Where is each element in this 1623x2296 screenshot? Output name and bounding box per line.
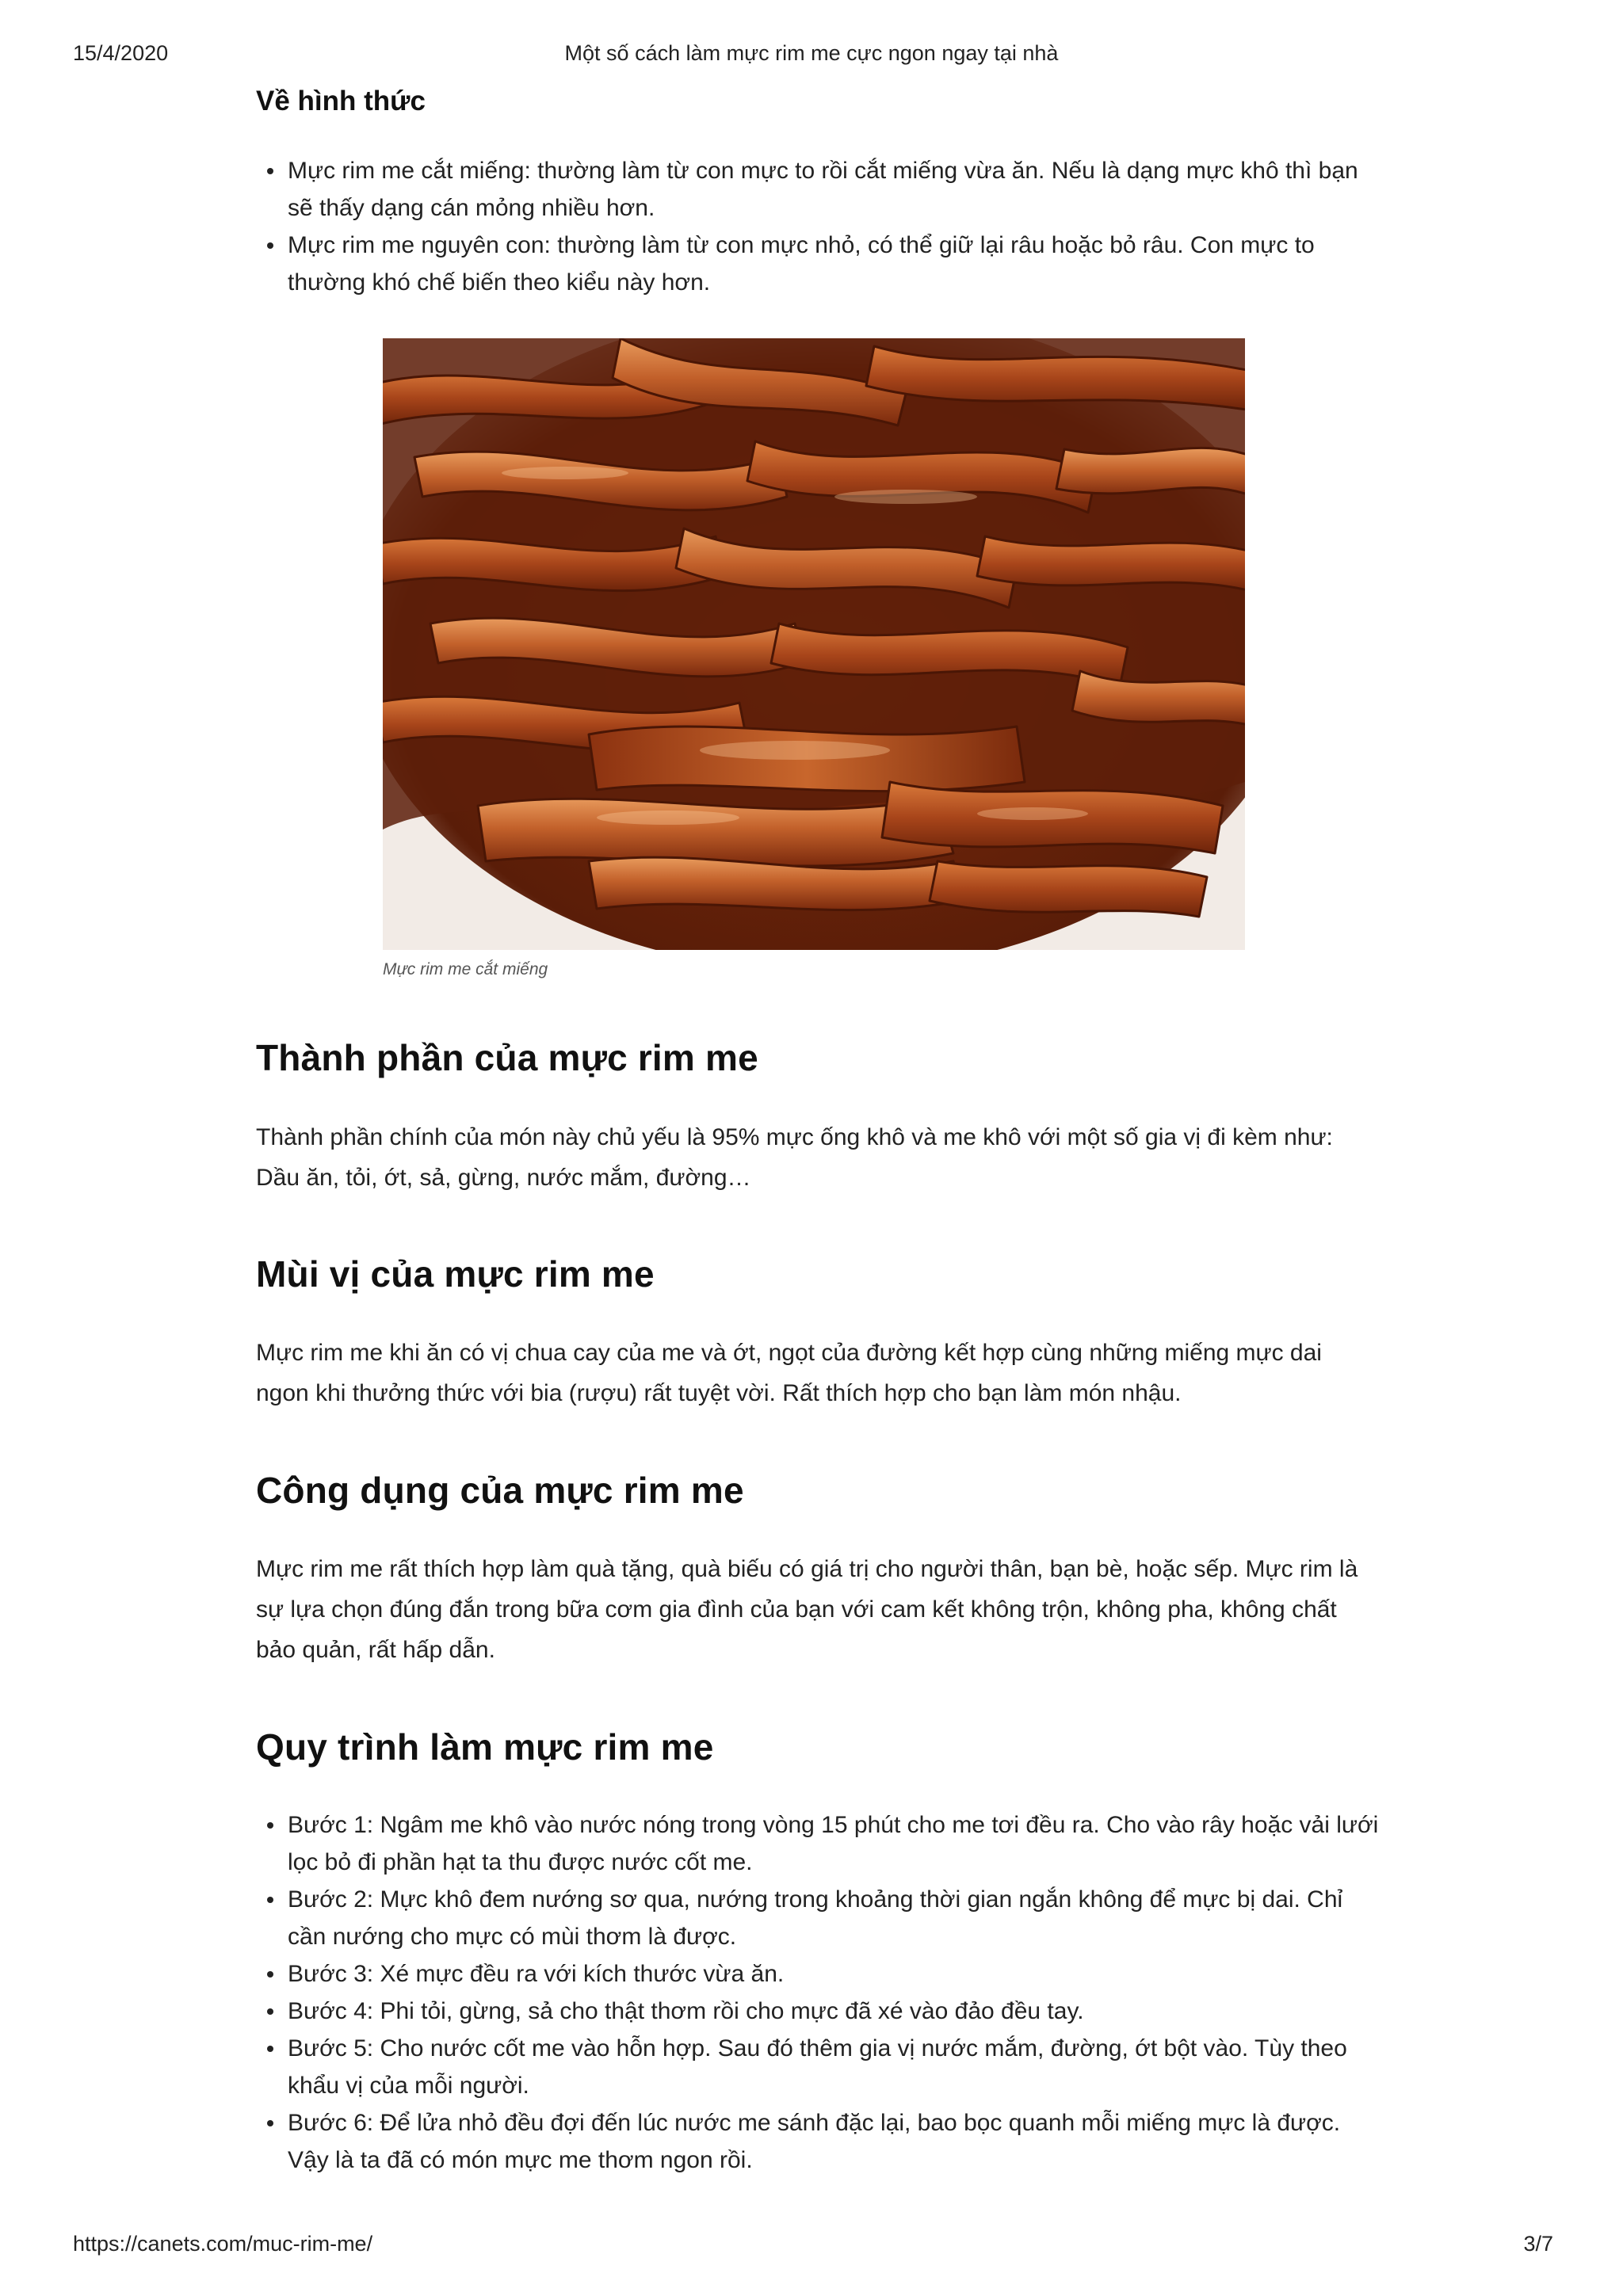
print-date: 15/4/2020 <box>73 41 169 65</box>
ingredients-heading: Thành phần của mực rim me <box>256 1037 758 1078</box>
list-item: Bước 5: Cho nước cốt me vào hỗn hợp. Sau đó thêm gia vị nước mắm, đường, ớt bột vào. Tùy theo khẩu vị của mỗi người. <box>288 2030 1381 2104</box>
squid-strips-image <box>383 338 1245 950</box>
uses-text: Mực rim me rất thích hợp làm quà tặng, quà biếu có giá trị cho người thân, bạn bè, hoặc sếp. Mực rim là sự lựa chọn đúng đắn trong bữa cơm gia đình của bạn với cam kết không trộn, không pha, không chất bảo quản, rất hấp dẫn. <box>256 1556 1358 1663</box>
ingredients-text: Thành phần chính của món này chủ yếu là 95% mực ống khô và me khô với một số gia vị đi kèm như: Dầu ăn, tỏi, ớt, sả, gừng, nước mắm, đường… <box>256 1124 1333 1191</box>
taste-heading: Mùi vị của mực rim me <box>256 1253 655 1295</box>
list-item: Bước 2: Mực khô đem nướng sơ qua, nướng trong khoảng thời gian ngắn không để mực bị dai. Chỉ cần nướng cho mực có mùi thơm là được. <box>288 1881 1381 1955</box>
list-item: Bước 4: Phi tỏi, gừng, sả cho thật thơm rồi cho mực đã xé vào đảo đều tay. <box>288 1993 1381 2030</box>
food-photo <box>383 338 1245 950</box>
list-item: Bước 1: Ngâm me khô vào nước nóng trong vòng 15 phút cho me tơi đều ra. Cho vào rây hoặc vải lưới lọc bỏ đi phần hạt ta thu được nước cốt me. <box>288 1806 1381 1881</box>
list-item: Bước 3: Xé mực đều ra với kích thước vừa ăn. <box>288 1955 1381 1993</box>
page-url: https://canets.com/muc-rim-me/ <box>73 2232 373 2256</box>
process-heading: Quy trình làm mực rim me <box>256 1726 714 1768</box>
figure-caption: Mực rim me cắt miếng <box>383 960 548 978</box>
list-item: Bước 6: Để lửa nhỏ đều đợi đến lúc nước me sánh đặc lại, bao bọc quanh mỗi miếng mực là được. Vậy là ta đã có món mực me thơm ngon rồi. <box>288 2104 1381 2179</box>
page-number: 3/7 <box>1523 2232 1553 2256</box>
taste-text: Mực rim me khi ăn có vị chua cay của me và ớt, ngọt của đường kết hợp cùng những miếng mực dai ngon khi thưởng thức với bia (rượu) rất tuyệt vời. Rất thích hợp cho bạn làm món nhậu. <box>256 1340 1322 1406</box>
list-item: Mực rim me cắt miếng: thường làm từ con mực to rồi cắt miếng vừa ăn. Nếu là dạng mực khô thì bạn sẽ thấy dạng cán mỏng nhiều hơn. <box>288 152 1381 227</box>
uses-heading: Công dụng của mực rim me <box>256 1470 744 1511</box>
list-item: Mực rim me nguyên con: thường làm từ con mực nhỏ, có thể giữ lại râu hoặc bỏ râu. Con mực to thường khó chế biến theo kiểu này hơn. <box>288 227 1381 301</box>
process-steps <box>256 1806 1381 2179</box>
document-title: Một số cách làm mực rim me cực ngon ngay tại nhà <box>564 41 1059 65</box>
form-heading: Về hình thức <box>256 86 426 116</box>
form-list <box>256 152 1381 301</box>
